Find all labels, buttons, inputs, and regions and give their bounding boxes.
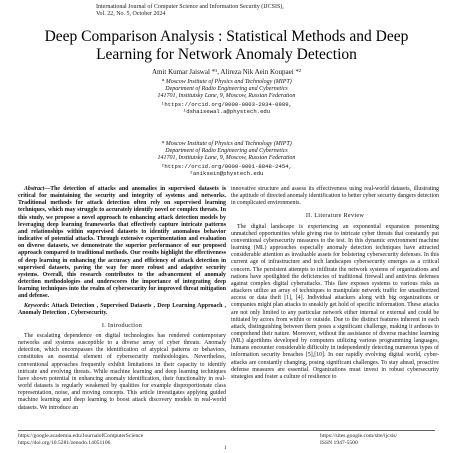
abstract-lead: Abstract bbox=[24, 186, 45, 192]
affiliation-1 bbox=[40, 79, 413, 115]
affiliation-address: 141701, Institutsky Lane, 9, Moscow, Russian Federation bbox=[157, 155, 296, 162]
journal-line-1: International Journal of Computer Science and Information Security (IJCSIS), bbox=[96, 4, 284, 10]
abstract bbox=[18, 186, 226, 301]
introduction-paragraph: The escalating dependence on digital technologies has rendered contemporary networks and systems susceptible to a diverse array of cyber threats. Anomaly detection, which encompasses the identification of atypical patterns or behaviors, constitutes an essential element of cybersecurity methodologies. Nevertheless, conventional approaches frequently exhibit limitations in their capacity to identify intricate and evolving threats. While machine learning and deep learning techniques have shown potential in enhancing anomaly identification, their functionality in real-world datasets is regularly weakened by qualities for example disproportionate class representation, noise, and moving concepts. This article investigates applying guided machine learning and deep learning to boost attack discovery models in real-world datasets. We introduce an bbox=[18, 332, 226, 411]
introduction-continuation: innovative structure and assess its effectiveness using real-world datasets, illustrating the aptitude of directed anomaly identification to better cyber security dangers detection in complicated environments. bbox=[231, 186, 439, 207]
footer-site-link[interactable]: https://sites.google.com/site/ijcsis/ bbox=[320, 433, 398, 439]
email-link[interactable]: ¹dshaisewal.a@phystech.edu bbox=[182, 107, 271, 115]
section-heading-literature-review: II. Literature Review bbox=[305, 212, 365, 220]
section-heading-introduction: I. Introduction bbox=[101, 321, 143, 329]
page-number: 1 bbox=[224, 446, 227, 451]
keywords-lead: Keywords bbox=[24, 302, 48, 309]
affiliation-org: * Moscow Institute of Physics and Technology (MIPT) bbox=[161, 141, 292, 147]
footer-issn: ISSN 1947-5500 bbox=[320, 439, 358, 446]
orcid-link[interactable]: ²https://orcid.org/0000-0001-8848-2454, bbox=[161, 162, 292, 170]
footer-doi-link[interactable]: https://doi.org/10.5281/zenodo.14051106 bbox=[18, 439, 111, 446]
keywords-text: : Attack Detection , Supervised Datasets , Deep Learning Approach , Anomaly Detection , Cybersecurity. bbox=[18, 302, 226, 316]
journal-line-2: Vol. 22, No. 5, October 2024 bbox=[96, 11, 166, 17]
paper-title: Deep Comparison Analysis : Statistical Methods and Deep Learning for Network Anomaly Detection bbox=[44, 28, 409, 63]
journal-header bbox=[96, 4, 436, 18]
affiliation-2 bbox=[40, 141, 413, 177]
footer-right bbox=[320, 433, 440, 446]
literature-review-paragraph: The digital landscape is experiencing an exponential expansion presenting unmatched opportunities while giving rise to intricate cyber threats that constantly put conventional cybersecurity measures to the test. In this dynamic environment machine learning (ML) approaches especially anomaly detection techniques have attracted considerable attention as invaluable assets for bolstering cybersecurity defenses. In this current age of infrastructure and tech landscapes cybersecurity emerges as a critical concern. The persistent attempts to infiltrate the network systems of organizations and nations have spotlighted the deficiencies of traditional firewall and antivirus defenses against complex digital cyberattacks. This flaw exposes systems to various risks as attackers utilize an array of techniques to manipulate network traffic for unauthorized access or data theft [1], [4]. Individual attackers along with big organizations or companies might plan attacks to sneakily get hold of specific information. These attacks are not only limited to any particular network either internal or external and could be initiated by actors from within or outside. Due to the distinct features inherent in each attack, distinguishing between them poses a significant challenge, making it arduous to comprehend their nature. Moreover, without the assistance of diverse machine learning (ML) algorithms developed by computers utilizing various programming languages, humans encounter considerable difficulty in independently detecting numerous types of information security breaches [5],[10]. In our rapidly evolving digital world, cyber-attacks are constantly changing, posing significant challenges. To stay ahead, proactive defense measures are essential. Organizations must invest in robust cybersecurity strategies and foster a culture of resilience to bbox=[231, 223, 439, 380]
author-list: Amit Kumar Jaiswal *¹, Alireza Nik Aein Koupaei *² bbox=[151, 68, 302, 76]
left-column bbox=[18, 186, 226, 414]
affiliation-dept: Department of Radio Engineering and Cybernetics bbox=[165, 86, 288, 93]
affiliation-dept: Department of Radio Engineering and Cybernetics bbox=[165, 148, 288, 155]
affiliation-org: * Moscow Institute of Physics and Technology (MIPT) bbox=[161, 79, 292, 85]
keywords bbox=[18, 303, 226, 317]
orcid-link[interactable]: ¹https://orcid.org/0000-0003-2034-0989, bbox=[161, 100, 292, 108]
footer-divider bbox=[18, 430, 435, 431]
affiliation-address: 141701, Institutsky Lane, 9, Moscow, Russian Federation bbox=[157, 93, 296, 100]
abstract-text: —The detection of attacks and anomalies in supervised datasets is critical for maintaining the security and integrity of systems and networks. Traditional methods for attack detection often rely on supervised learning techniques, which may struggle to accurately identify novel or complex threats. In this study, we propose a novel approach to enhancing attack detection models by leveraging deep learning frameworks that effectively capture intricate patterns and relationships within supervised datasets to identify anomalous behavior indicative of potential attacks. Through extensive experimentation and evaluation on diverse datasets, we demonstrate the superior performance of our proposed approach compared to traditional methods. Our results highlight the effectiveness of deep learning in enhancing the accuracy and efficiency of attack detection in supervised datasets, paving the way for more robust and adaptive security systems. Overall, this research contributes to the advancement of anomaly detection methodologies and underscores the importance of integrating deep learning techniques into the realm of cybersecurity for improved threat mitigation and defense. bbox=[18, 186, 226, 300]
footer-academia-link[interactable]: https://google.academia.edu/JournalofComputerScience bbox=[18, 433, 144, 439]
footer-left bbox=[18, 433, 218, 446]
right-column bbox=[231, 186, 439, 383]
email-link[interactable]: ²aniksein@phystech.edu bbox=[189, 169, 264, 177]
